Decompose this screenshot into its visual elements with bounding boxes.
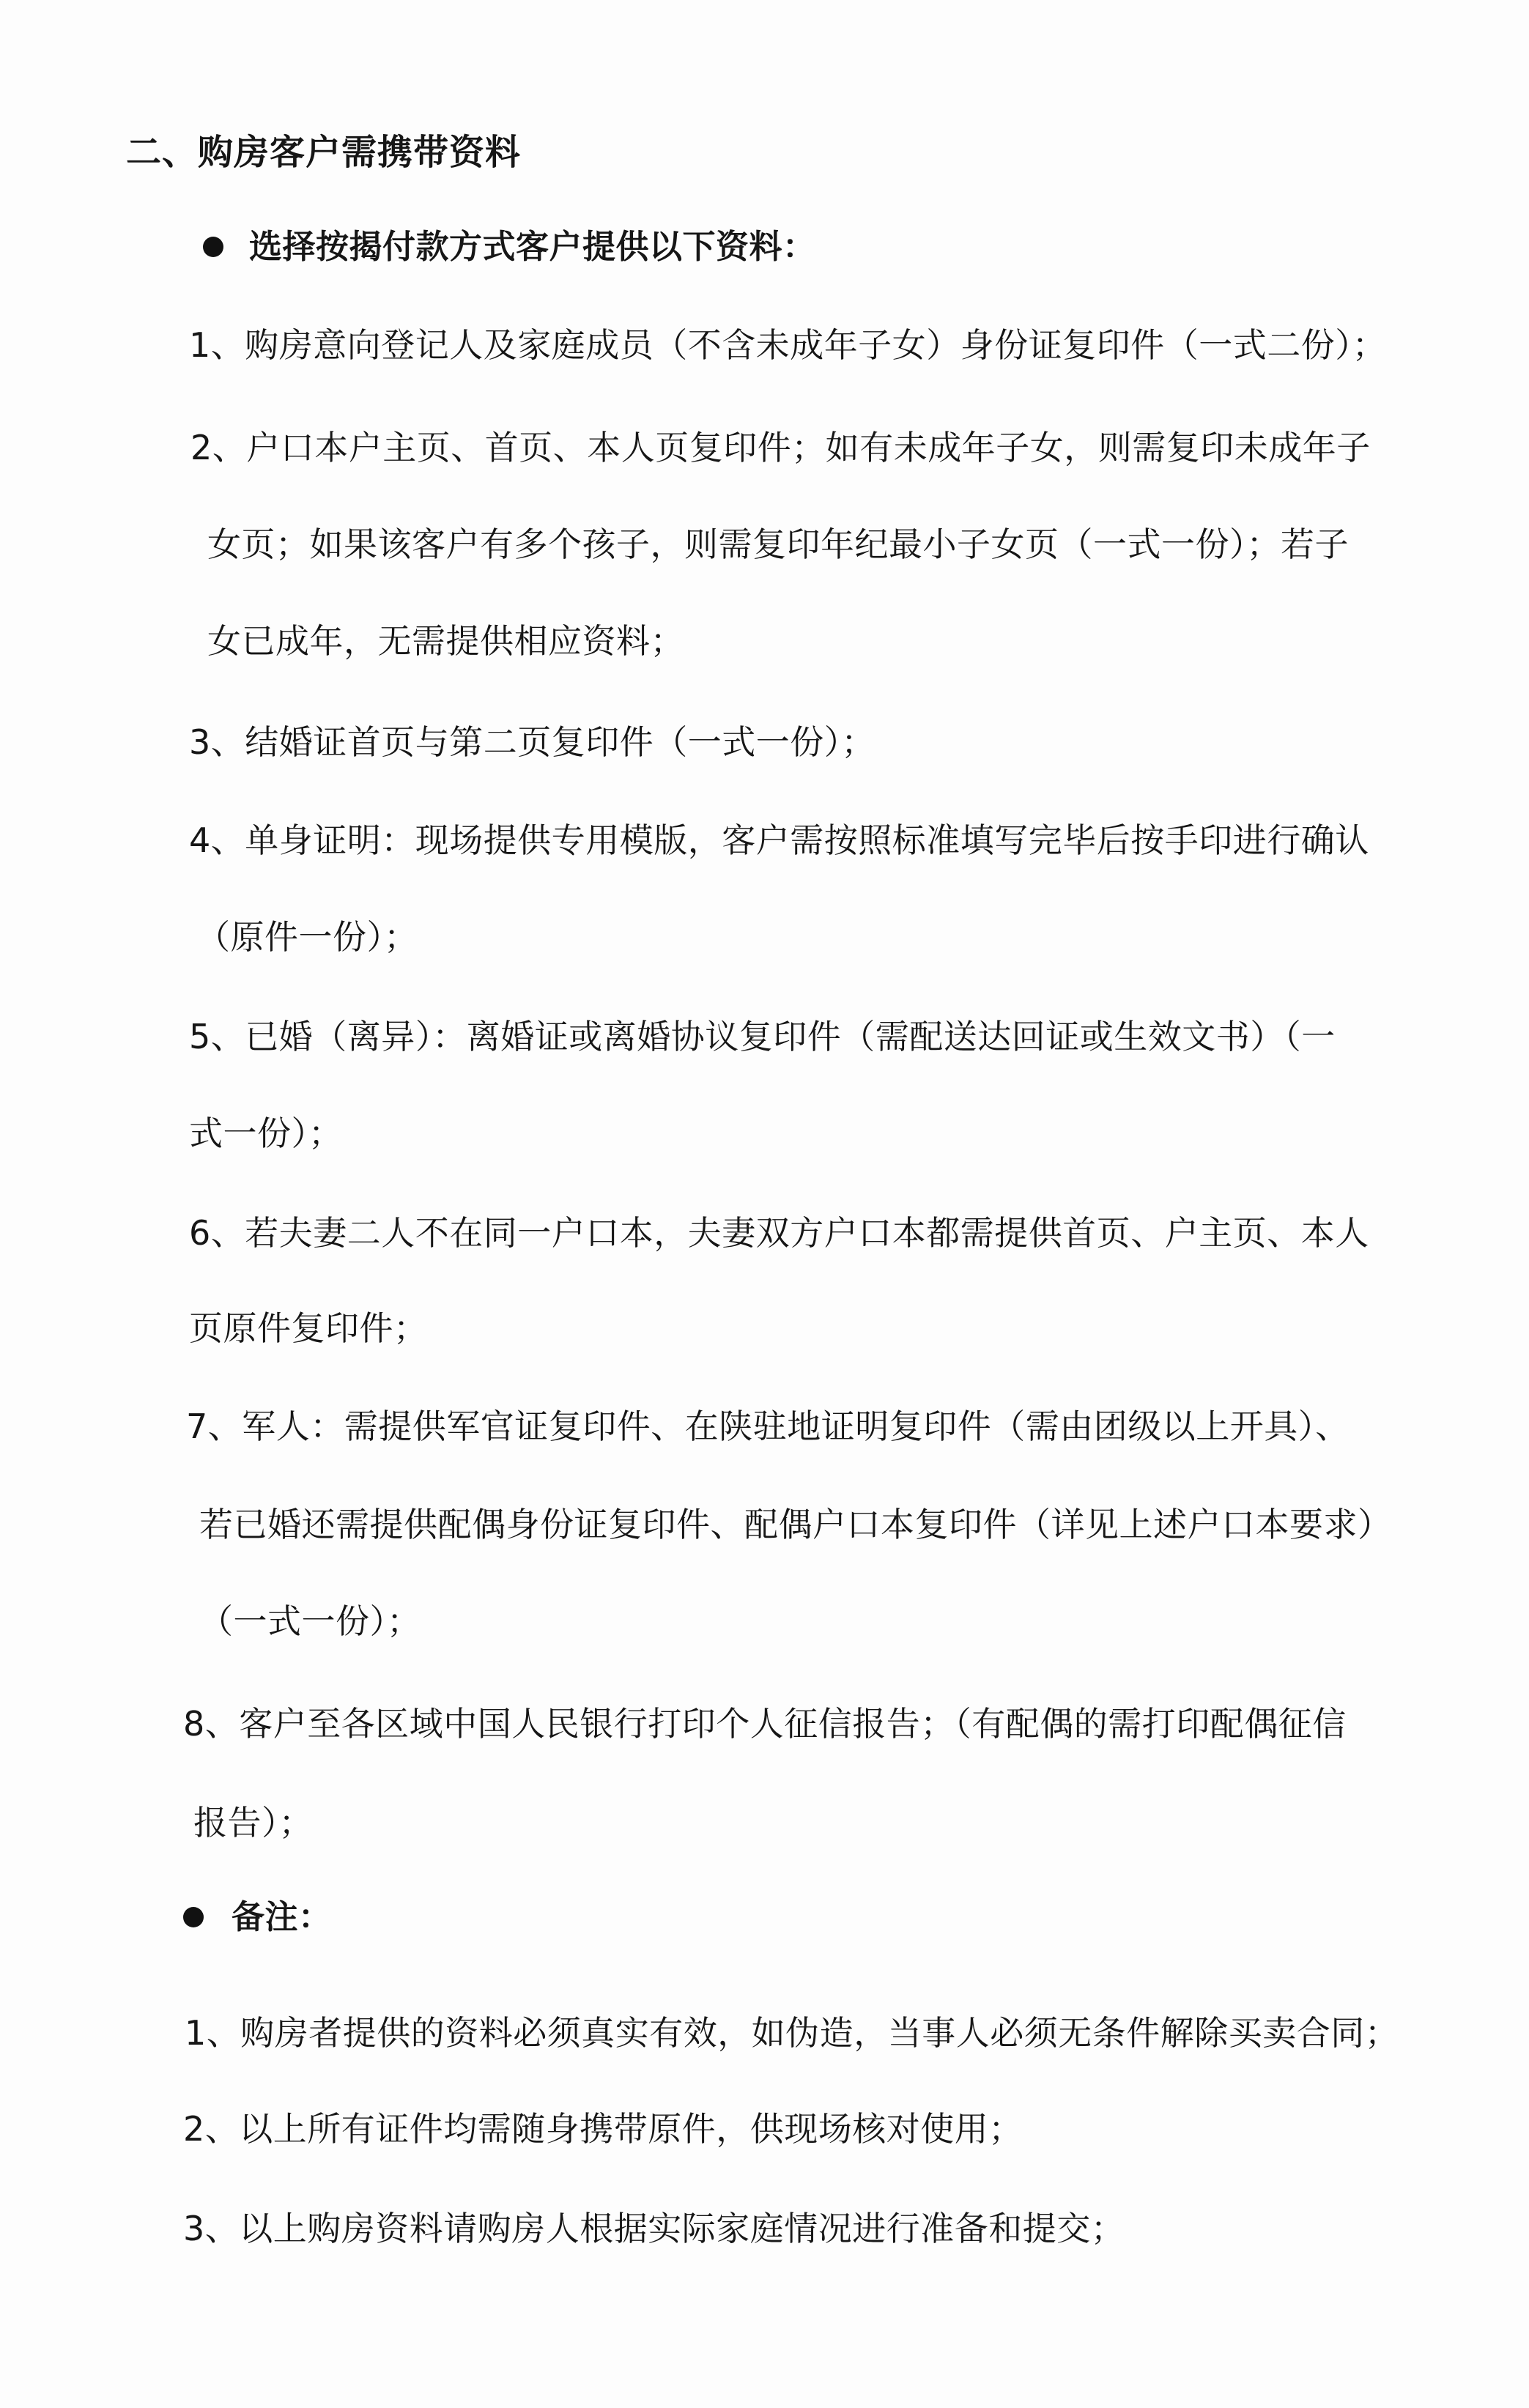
payment-item-line: 女已成年，无需提供相应资料； <box>207 621 684 661</box>
payment-item-line: 报告）； <box>193 1803 313 1842</box>
payment-item-line: （一式一份）； <box>199 1601 421 1641</box>
payment-item-line: 7、军人：需提供军官证复印件、在陕驻地证明复印件（需由团级以上开具）、 <box>186 1407 1350 1446</box>
bullet-dot-icon <box>183 1907 204 1927</box>
payment-item-line: 页原件复印件； <box>189 1308 428 1348</box>
payment-item-line: 2、户口本户主页、首页、本人页复印件；如有未成年子女，则需复印未成年子 <box>190 428 1371 467</box>
notes-section-title: 备注： <box>232 1897 332 1936</box>
payment-item-line: 6、若夫妻二人不在同一户口本，夫妻双方户口本都需提供首页、户主页、本人 <box>189 1213 1369 1253</box>
note-item-line: 3、以上购房资料请购房人根据实际家庭情况进行准备和提交； <box>183 2209 1125 2248</box>
payment-section-title: 选择按揭付款方式客户提供以下资料： <box>249 227 816 266</box>
payment-item-line: 女页；如果该客户有多个孩子，则需复印年纪最小子女页（一式一份）；若子 <box>207 525 1349 564</box>
bullet-dot-icon <box>203 237 223 257</box>
payment-item-line: 若已婚还需提供配偶身份证复印件、配偶户口本复印件（详见上述户口本要求） <box>199 1505 1392 1544</box>
payment-item-line: （原件一份）； <box>196 917 418 957</box>
note-item-line: 2、以上所有证件均需随身携带原件，供现场核对使用； <box>183 2109 1023 2149</box>
payment-item-line: 3、结婚证首页与第二页复印件（一式一份）； <box>189 722 875 762</box>
payment-item-line: 式一份）； <box>189 1114 343 1153</box>
payment-item-line: 5、已婚（离异）：离婚证或离婚协议复印件（需配送达回证或生效文书）（一 <box>189 1017 1336 1056</box>
payment-item-line: 1、购房意向登记人及家庭成员（不含未成年子女）身份证复印件（一式二份）； <box>189 325 1387 365</box>
payment-item-line: 4、单身证明：现场提供专用模版，客户需按照标准填写完毕后按手印进行确认 <box>189 820 1369 860</box>
payment-item-line: 8、客户至各区域中国人民银行打印个人征信报告；（有配偶的需打印配偶征信 <box>183 1704 1347 1744</box>
note-item-line: 1、购房者提供的资料必须真实有效，如伪造，当事人必须无条件解除买卖合同； <box>185 2013 1399 2053</box>
section-title: 二、购房客户需携带资料 <box>126 132 522 173</box>
